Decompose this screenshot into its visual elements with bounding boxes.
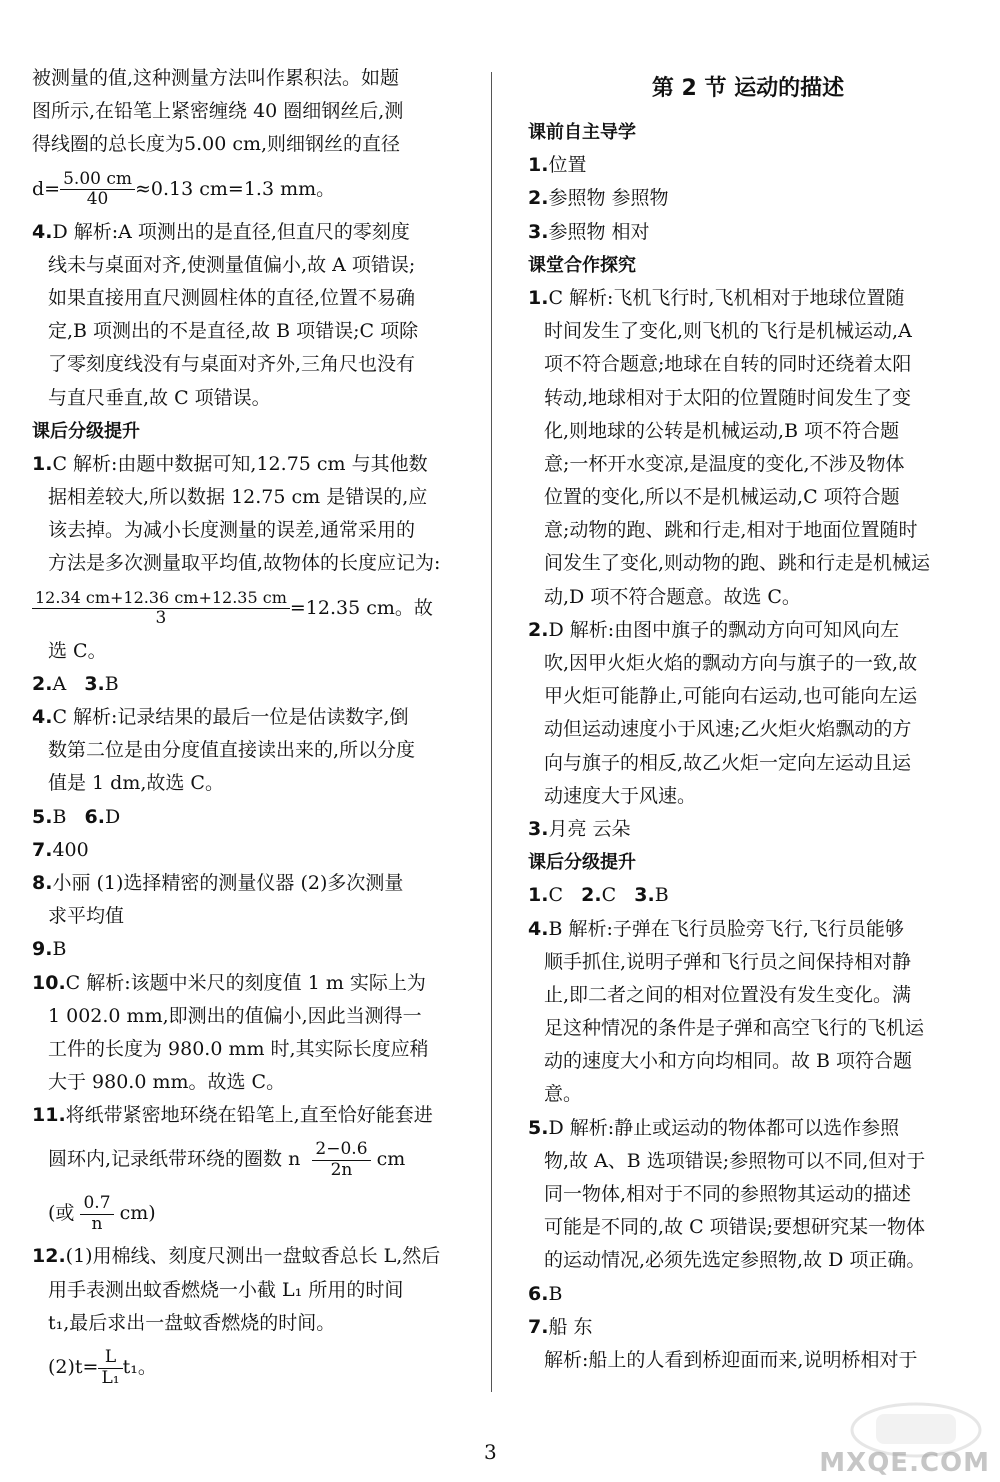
text-line: 1 002.0 mm,即测出的值偏小,因此当测得一 bbox=[48, 1004, 422, 1027]
fraction: $\frac{L}{\text{L₁}}$ bbox=[98, 1348, 122, 1388]
text-line: 求平均值 bbox=[48, 905, 125, 928]
column-divider bbox=[491, 72, 492, 1392]
text-line: 时间发生了变化,则飞机的飞行是机械运动,A bbox=[544, 320, 912, 343]
text-line: 动,D 项不符合题意。故选 C。 bbox=[544, 585, 801, 608]
post-answer-5: 5.D 解析:静止或运动的物体都可以选作参照 bbox=[528, 1116, 900, 1139]
text-line: 工件的长度为 980.0 mm 时,其实际长度应稍 bbox=[48, 1037, 429, 1060]
text-line: 物,故 A、B 选项错误;参照物可以不同,但对于 bbox=[544, 1149, 926, 1172]
text-line: 解析:船上的人看到桥迎面而来,说明桥相对于 bbox=[544, 1348, 918, 1371]
text-line: t₁,最后求出一盘蚊香燃烧的时间。 bbox=[48, 1311, 336, 1334]
text-line: 向与旗子的相反,故乙火炬一定向左运动且运 bbox=[544, 751, 912, 774]
text-line: 动但运动速度小于风速;乙火炬火焰飘动的方 bbox=[544, 718, 912, 741]
answer-12: 12.(1)用棉线、刻度尺测出一盘蚊香总长 L,然后 bbox=[32, 1245, 441, 1268]
text-line: 方法是多次测量取平均值,故物体的长度应记为: bbox=[48, 552, 441, 575]
text-line: 同一物体,相对于不同的参照物其运动的描述 bbox=[544, 1183, 912, 1205]
section-heading: 课堂合作探究 bbox=[528, 254, 636, 276]
class-answer-2: 2.D 解析:由图中旗子的飘动方向可知风向左 bbox=[528, 618, 900, 641]
post-answer-4: 4.B 解析:子弹在飞行员脸旁飞行,飞行员能够 bbox=[528, 917, 904, 940]
text-line: 定,B 项测出的不是直径,故 B 项错误;C 项除 bbox=[48, 320, 419, 343]
text-line: 动的速度大小和方向均相同。故 B 项符合题 bbox=[544, 1050, 913, 1073]
page-number: 3 bbox=[484, 1440, 497, 1464]
section-title: 第 2 节 运动的描述 bbox=[651, 76, 845, 101]
text-line: 据相差较大,所以数据 12.75 cm 是错误的,应 bbox=[48, 486, 428, 509]
text-line: 的运动情况,必须先选定参照物,故 D 项正确。 bbox=[544, 1249, 926, 1272]
section-heading: 课后分级提升 bbox=[528, 852, 636, 874]
right-column bbox=[528, 62, 968, 1377]
answer-1: 1.C 解析:由题中数据可知,12.75 cm 与其他数 bbox=[32, 452, 428, 475]
text-line: 转动,地球相对于太阳的位置随时间发生了变 bbox=[544, 386, 912, 409]
answer-10: 10.C 解析:该题中米尺的刻度值 1 m 实际上为 bbox=[32, 971, 426, 994]
pre-answer-2: 2.参照物 参照物 bbox=[528, 187, 669, 210]
text-line: 化,则地球的公转是机械运动,B 项不符合题 bbox=[544, 419, 900, 442]
text-line: 与直尺垂直,故 C 项错误。 bbox=[48, 386, 271, 409]
fraction: $\frac{12.34 cm+12.36 cm+12.35 cm}{3}$ bbox=[32, 589, 290, 628]
text-line: 止,即二者之间的相对位置没有发生变化。满 bbox=[544, 983, 912, 1006]
text-line: 用手表测出蚊香燃烧一小截 L₁ 所用的时间 bbox=[48, 1278, 404, 1301]
text-line: 图所示,在铅笔上紧密缠绕 40 圈细钢丝后,测 bbox=[32, 100, 404, 123]
answer-4: 4.D 解析:A 项测出的是直径,但直尺的零刻度 bbox=[32, 220, 410, 243]
pre-answer-3: 3.参照物 相对 bbox=[528, 220, 650, 243]
left-column bbox=[32, 62, 472, 1394]
text-line: 意;一杯开水变凉,是温度的变化,不涉及物体 bbox=[544, 452, 905, 475]
answer-8: 8.小丽 (1)选择精密的测量仪器 (2)多次测量 bbox=[32, 871, 404, 894]
text-line: 甲火炬可能静止,可能向右运动,也可能向左运 bbox=[544, 685, 918, 708]
text-line: 被测量的值,这种测量方法叫作累积法。如题 bbox=[32, 67, 400, 89]
text-line: 意;动物的跑、跳和行走,相对于地面位置随时 bbox=[544, 519, 918, 542]
answer-5-6: 5.B 6.D bbox=[32, 805, 121, 828]
text-line: 如果直接用直尺测圆柱体的直径,位置不易确 bbox=[48, 286, 416, 309]
text-line: 位置的变化,所以不是机械运动,C 项符合题 bbox=[544, 486, 900, 509]
text-line: 该去掉。为减小长度测量的误差,通常采用的 bbox=[48, 519, 416, 542]
average-formula: $\frac{12.34 cm+12.36 cm+12.35 cm}{3}$ =12.35 cm。故 bbox=[32, 581, 472, 635]
answer-7: 7.400 bbox=[32, 838, 89, 861]
text-line: 了零刻度线没有与桌面对齐外,三角尺也没有 bbox=[48, 353, 416, 376]
class-answer-1: 1.C 解析:飞机飞行时,飞机相对于地球位置随 bbox=[528, 286, 905, 309]
section-heading: 课后分级提升 bbox=[32, 420, 140, 442]
fraction: $\frac{0.7}{n}$ bbox=[80, 1194, 113, 1234]
text-line: 可能是不同的,故 C 项错误;要想研究某一物体 bbox=[544, 1216, 926, 1239]
answer-4b: 4.C 解析:记录结果的最后一位是估读数字,倒 bbox=[32, 706, 409, 728]
post-answer-6: 6.B bbox=[528, 1282, 563, 1305]
fraction: $\frac{5.00 cm}{40}$ bbox=[60, 170, 135, 210]
text-line: 数第二位是由分度值直接读出来的,所以分度 bbox=[48, 739, 416, 762]
answer-9: 9.B bbox=[32, 938, 67, 961]
text-line: 吹,因甲火炬火焰的飘动方向与旗子的一致,故 bbox=[544, 652, 918, 674]
answer-11-formula: 圆环内,记录纸带环绕的圈数 n $\frac{2-0.6}{2n}$ cm bbox=[48, 1139, 406, 1180]
text-line: 线未与桌面对齐,使测量值偏小,故 A 项错误; bbox=[48, 253, 416, 276]
text-line: 间发生了变化,则动物的跑、跳和行走是机械运 bbox=[544, 552, 931, 575]
answer-12-formula: (2)t= $\frac{L}{\text{L₁}}$ t₁。 bbox=[48, 1346, 157, 1388]
text-line: 大于 980.0 mm。故选 C。 bbox=[48, 1071, 286, 1094]
class-answer-3: 3.月亮 云朵 bbox=[528, 817, 631, 840]
text-line: 足这种情况的条件是子弹和高空飞行的飞机运 bbox=[544, 1017, 925, 1040]
fraction: $\frac{2-0.6}{2n}$ bbox=[312, 1140, 370, 1180]
post-answer-1-3: 1.C 2.C 3.B bbox=[528, 884, 669, 907]
post-answer-7: 7.船 东 bbox=[528, 1315, 593, 1338]
text-line: 动速度大于风速。 bbox=[544, 784, 697, 807]
section-heading: 课前自主导学 bbox=[528, 122, 636, 143]
text-line: 顺手抓住,说明子弹和飞行员之间保持相对静 bbox=[544, 950, 912, 973]
watermark-text: MXQE.COM bbox=[819, 1448, 990, 1478]
diameter-formula: d= $\frac{5.00 cm}{40}$ ≈0.13 cm=1.3 mm。 bbox=[32, 168, 336, 210]
text-line: 意。 bbox=[544, 1083, 583, 1106]
text-line: 值是 1 dm,故选 C。 bbox=[48, 772, 224, 795]
text-line: 项不符合题意;地球在自转的同时还绕着太阳 bbox=[544, 353, 912, 376]
pre-answer-1: 1.位置 bbox=[528, 154, 587, 177]
text-line: 选 C。 bbox=[48, 639, 107, 662]
answer-11: 11.将纸带紧密地环绕在铅笔上,直至恰好能套进 bbox=[32, 1104, 433, 1127]
answer-2-3: 2.A 3.B bbox=[32, 672, 119, 695]
text-line: 得线圈的总长度为5.00 cm,则细钢丝的直径 bbox=[32, 133, 401, 156]
answer-11-alt: (或 $\frac{0.7}{n}$ cm) bbox=[48, 1193, 156, 1234]
